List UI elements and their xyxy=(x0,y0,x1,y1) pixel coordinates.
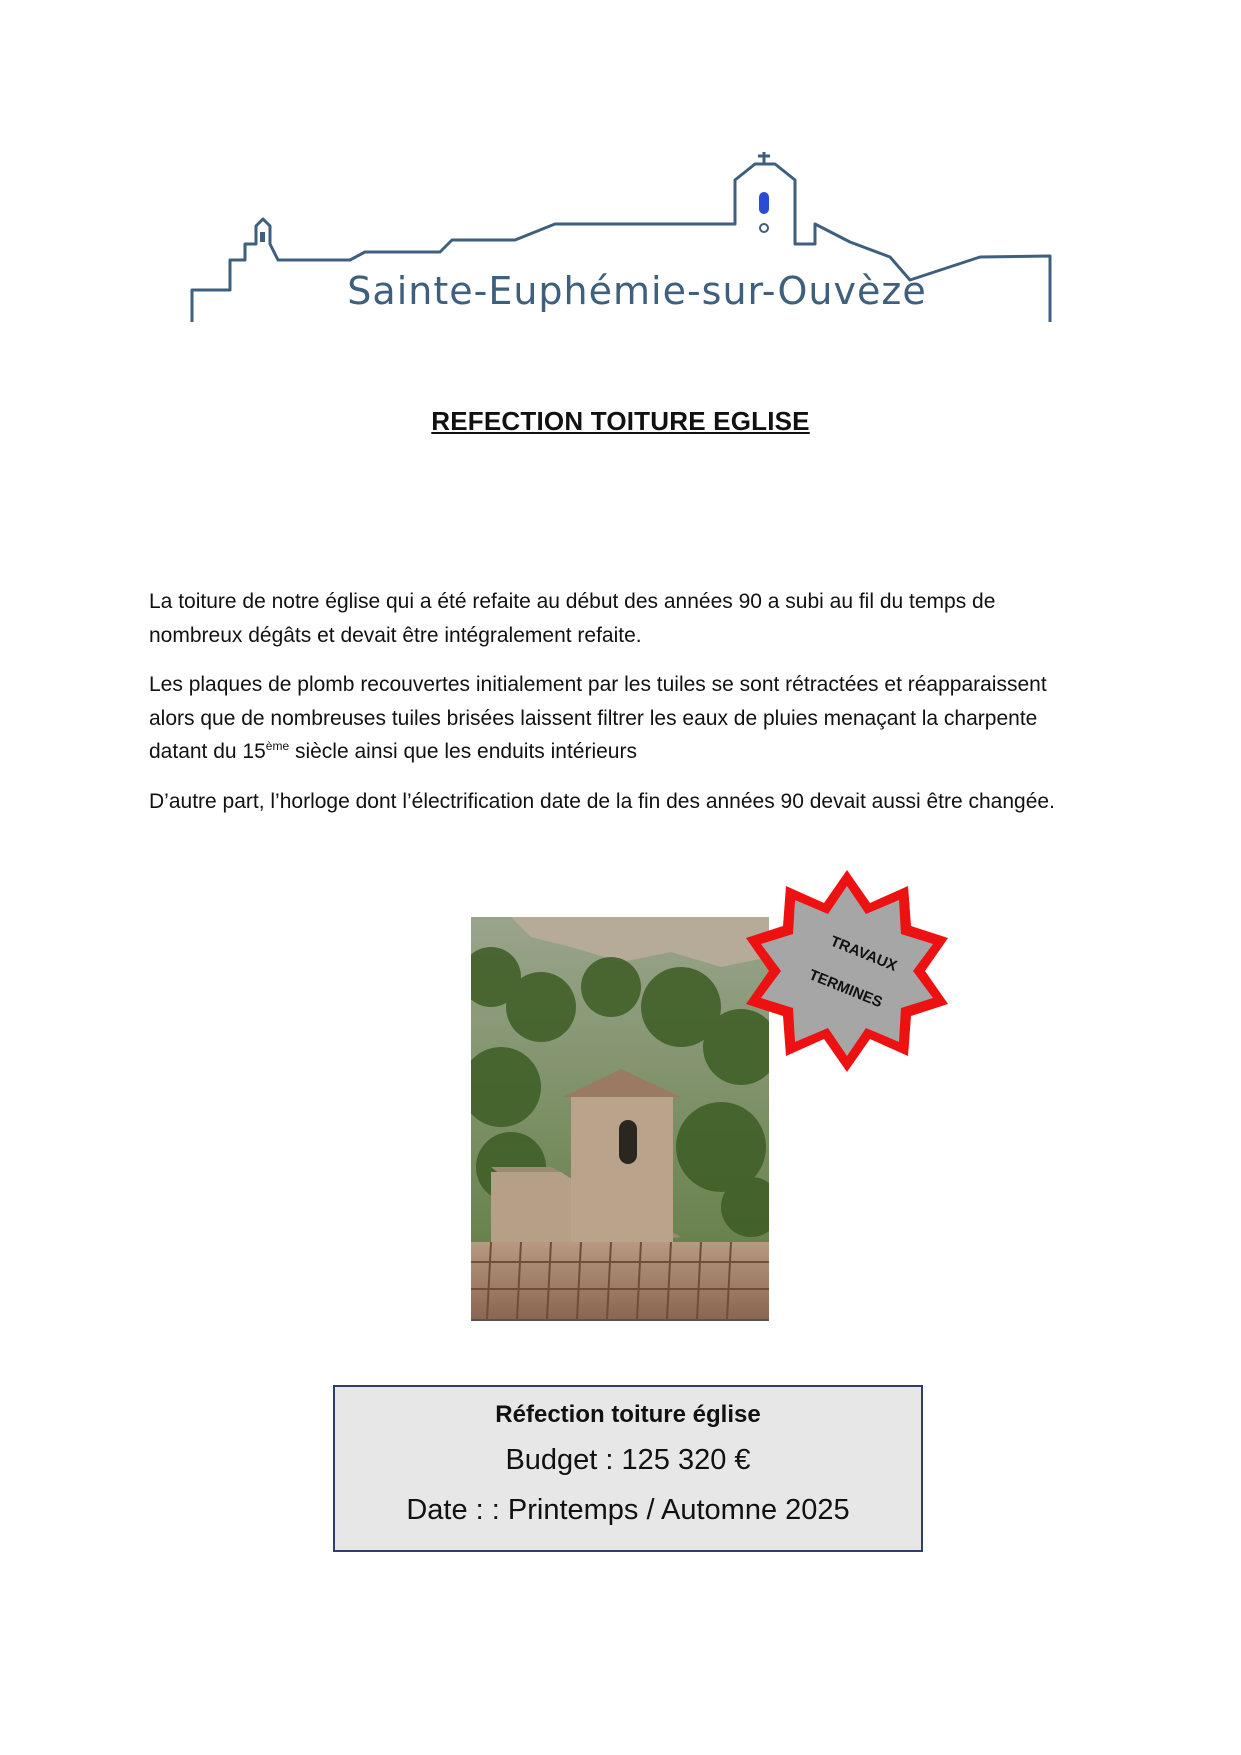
page-title: REFECTION TOITURE EGLISE xyxy=(431,406,810,436)
superscript-eme: ème xyxy=(265,739,290,753)
paragraph-roof-damage: La toiture de notre église qui a été refaite au début des années 90 a subi au fil du temps de nombreux dégâts et devait être intégralement refaite. xyxy=(149,590,996,647)
bell-tower-window xyxy=(619,1120,637,1164)
bell-tower xyxy=(571,1097,673,1247)
church-photo xyxy=(471,917,769,1321)
paragraph-clock: D’autre part, l’horloge dont l’électrification date de la fin des années 90 devait aussi être changée. xyxy=(149,789,1055,813)
budget-text: Budget : 125 320 € xyxy=(505,1444,751,1476)
bell-window-icon xyxy=(759,192,769,214)
paragraph-lead-plates-start: Les plaques de plomb recouvertes initialement par les tuiles se sont rétractées et réapparaissent alors que de nombreuses tuiles brisées laissent filtrer les eaux de pluies menaçant la charpente datant du 15 xyxy=(149,673,1047,763)
date-text: Date : : Printemps / Automne 2025 xyxy=(406,1494,850,1526)
village-name-text: Sainte-Euphémie-sur-Ouvèze xyxy=(347,269,927,313)
project-info-box xyxy=(333,1385,923,1552)
chapel-window-icon xyxy=(260,232,265,242)
info-box-title: Réfection toiture église xyxy=(495,1401,761,1428)
village-logo xyxy=(190,152,1080,330)
works-completed-badge xyxy=(744,868,950,1074)
badge-line-1: TRAVAUX xyxy=(827,932,900,975)
body-text xyxy=(149,585,1089,834)
cross-icon xyxy=(758,152,770,164)
badge-line-2: TERMINES xyxy=(806,966,885,1012)
foreground-roof-tiles xyxy=(471,1242,769,1319)
paragraph-lead-plates xyxy=(149,668,1089,769)
paragraph-lead-plates-end: siècle ainsi que les enduits intérieurs xyxy=(289,740,637,763)
clock-icon xyxy=(760,224,768,232)
